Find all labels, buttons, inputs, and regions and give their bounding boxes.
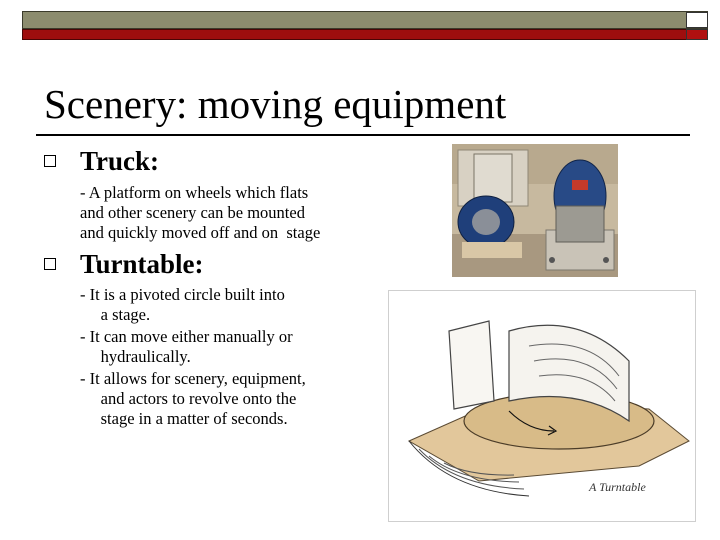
header-corner-squares bbox=[686, 12, 708, 41]
slide-title: Scenery: moving equipment bbox=[44, 81, 507, 127]
turntable-stage-sketch bbox=[389, 291, 695, 521]
corner-square-white bbox=[686, 12, 708, 28]
turntable-desc-line: - It can move either manually or bbox=[80, 327, 293, 346]
bullet-heading-truck: Truck: bbox=[80, 146, 159, 176]
turntable-desc-line: and actors to revolve onto the bbox=[80, 389, 297, 408]
truck-desc-line: and other scenery can be mounted bbox=[80, 203, 305, 222]
sketch-caption: A Turntable bbox=[589, 480, 646, 494]
turntable-desc-line: stage in a matter of seconds. bbox=[80, 409, 288, 428]
bullet-heading-turntable: Turntable: bbox=[80, 249, 204, 279]
slide-header-bar bbox=[22, 11, 708, 41]
truck-desc-line: and quickly moved off and on stage bbox=[80, 223, 321, 242]
header-olive-stripe bbox=[22, 11, 708, 29]
turntable-desc-line: - It is a pivoted circle built into bbox=[80, 285, 285, 304]
header-red-stripe bbox=[22, 29, 708, 40]
turntable-desc-line: a stage. bbox=[80, 305, 151, 324]
turntable-desc-line: - It allows for scenery, equipment, bbox=[80, 369, 306, 388]
bullet-square-turntable bbox=[44, 258, 56, 270]
turntable-desc-line: hydraulically. bbox=[80, 347, 191, 366]
corner-square-red bbox=[686, 29, 708, 40]
caster-wheels-photo bbox=[452, 144, 618, 277]
title-underline bbox=[36, 134, 690, 136]
turntable-sketch-frame bbox=[388, 290, 696, 522]
bullet-square-truck bbox=[44, 155, 56, 167]
truck-desc-line: - A platform on wheels which flats bbox=[80, 183, 309, 202]
